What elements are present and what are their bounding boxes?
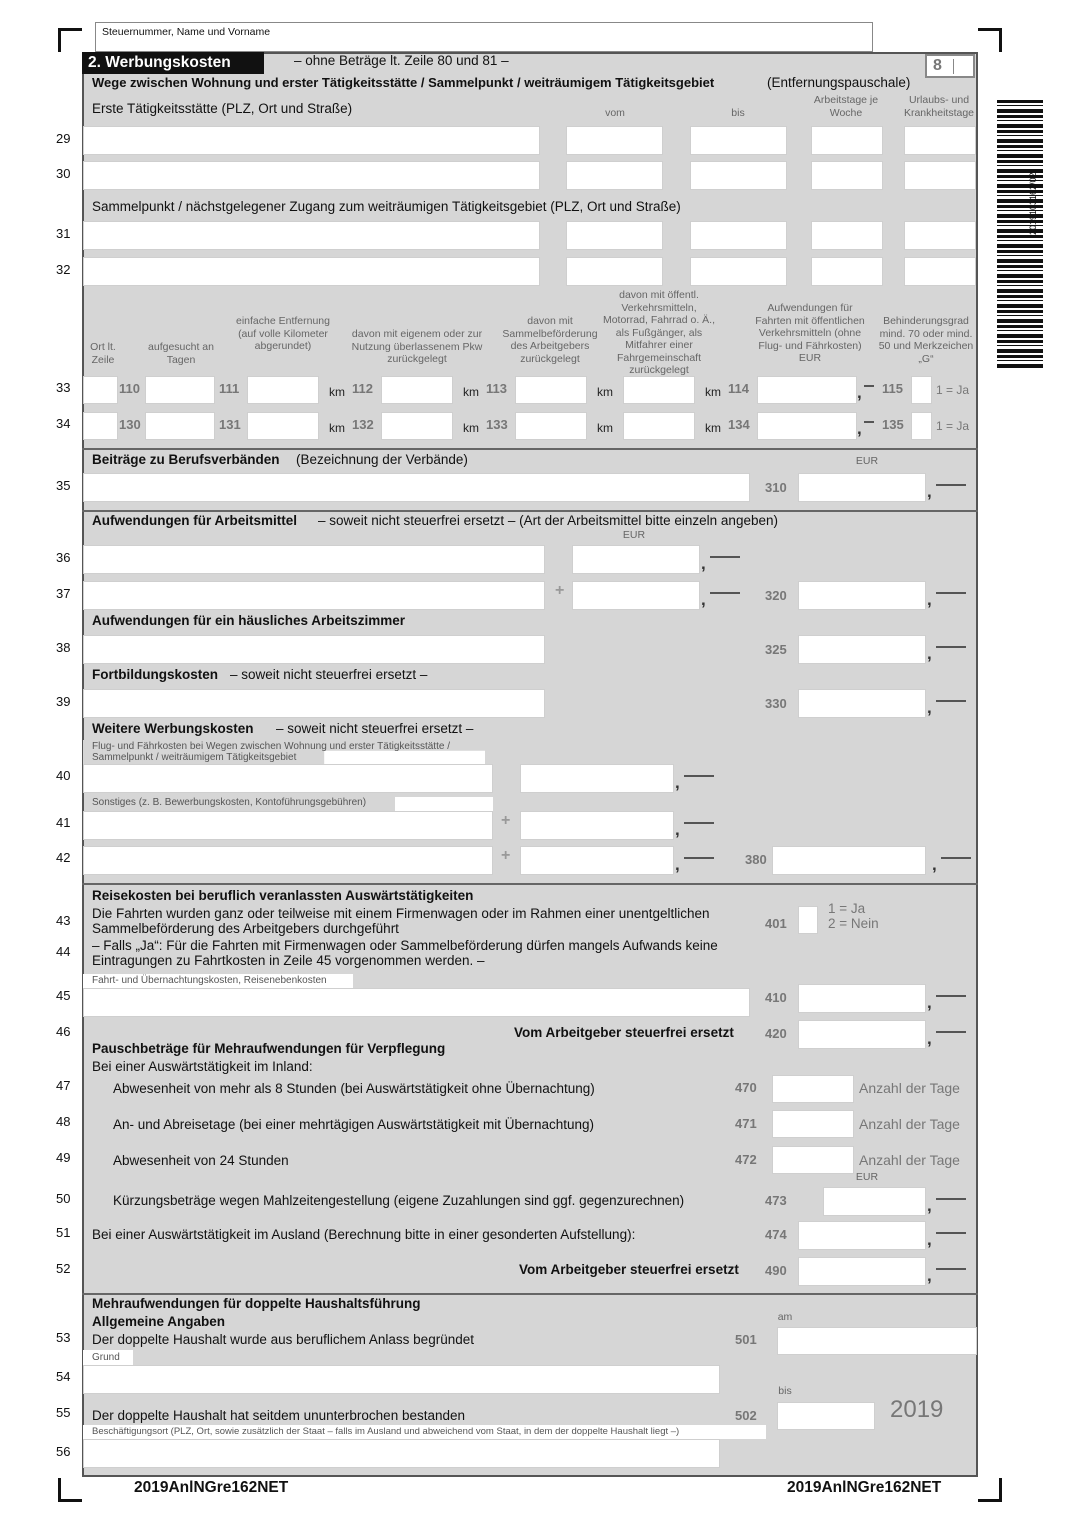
further-expenses-label-rest: – soweit nicht steuerfrei ersetzt – bbox=[276, 721, 474, 736]
decimal-comma: , bbox=[927, 1029, 932, 1048]
cents-dash bbox=[864, 421, 874, 423]
to-date-30[interactable] bbox=[690, 161, 787, 190]
section-divider bbox=[82, 883, 978, 885]
form-year: 2019 bbox=[890, 1396, 944, 1423]
cents-dash bbox=[936, 1031, 966, 1033]
plus-sign: + bbox=[501, 847, 511, 864]
cents-dash bbox=[936, 1268, 966, 1270]
decimal-comma: , bbox=[675, 820, 680, 839]
code-115: 115 bbox=[882, 381, 903, 396]
line-number: 38 bbox=[56, 640, 71, 655]
unions-label: Beiträge zu Berufsverbänden bbox=[92, 452, 280, 467]
decimal-comma: , bbox=[857, 383, 862, 402]
line-number: 41 bbox=[56, 815, 71, 830]
workdays-32[interactable] bbox=[811, 257, 883, 286]
first-site-label: Erste Tätigkeitsstätte (PLZ, Ort und Straße) bbox=[92, 101, 353, 116]
line-number: 42 bbox=[56, 850, 71, 865]
reason-field[interactable] bbox=[83, 1365, 720, 1394]
section-divider bbox=[82, 448, 978, 450]
section-subtitle: – ohne Beträge lt. Zeile 80 und 81 – bbox=[294, 53, 509, 68]
cents-dash bbox=[864, 385, 874, 387]
vacation-days-30[interactable] bbox=[904, 161, 976, 190]
code-310: 310 bbox=[765, 480, 787, 495]
oepnv-eur-33[interactable] bbox=[757, 376, 857, 404]
to-date-29[interactable] bbox=[690, 126, 787, 155]
work-equipment-label: Aufwendungen für Arbeitsmittel bbox=[92, 513, 297, 528]
decimal-comma: , bbox=[927, 1196, 932, 1215]
from-date-30[interactable] bbox=[566, 161, 663, 190]
flight-costs-description[interactable] bbox=[83, 764, 493, 793]
meal-deduction-amount[interactable] bbox=[823, 1187, 926, 1216]
line-number: 54 bbox=[56, 1369, 71, 1384]
col-workdays-label: Arbeitstage je Woche bbox=[813, 94, 879, 119]
workdays-29[interactable] bbox=[811, 126, 883, 155]
tage-34[interactable] bbox=[145, 412, 215, 440]
established-label: Der doppelte Haushalt wurde aus beruflichem Anlass begründet bbox=[92, 1332, 474, 1347]
line-number: 50 bbox=[56, 1191, 71, 1206]
meals-travel-days-count[interactable] bbox=[772, 1110, 854, 1138]
cents-dash bbox=[710, 556, 740, 558]
code-474: 474 bbox=[765, 1227, 787, 1242]
option-no: 2 = Nein bbox=[828, 916, 879, 931]
training-amount[interactable] bbox=[798, 689, 926, 718]
assembly-address-32[interactable] bbox=[83, 257, 540, 286]
col-behinderung-label: Behinderungsgrad mind. 70 oder mind. 50 und Merkzeichen „G“ bbox=[878, 315, 974, 365]
cents-dash bbox=[936, 1198, 966, 1200]
double-household-heading: Mehraufwendungen für doppelte Haushaltsführung bbox=[92, 1296, 421, 1311]
travel-reimbursed-label: Vom Arbeitgeber steuerfrei ersetzt bbox=[514, 1025, 734, 1040]
work-equipment-amount-36[interactable] bbox=[572, 545, 700, 574]
line-number: 55 bbox=[56, 1405, 71, 1420]
training-label-rest: – soweit nicht steuerfrei ersetzt – bbox=[230, 667, 428, 682]
yes-option: 1 = Ja bbox=[936, 383, 970, 397]
line-number: 49 bbox=[56, 1150, 71, 1165]
line-number: 56 bbox=[56, 1444, 71, 1459]
reason-hint: Grund bbox=[92, 1352, 120, 1363]
line-number: 34 bbox=[56, 416, 71, 431]
col-to-label: bis bbox=[731, 107, 745, 119]
line-number: 32 bbox=[56, 262, 71, 277]
option-yes: 1 = Ja bbox=[828, 901, 866, 916]
line-number: 43 bbox=[56, 913, 71, 928]
from-date-32[interactable] bbox=[566, 257, 663, 286]
meals-24h-label: Abwesenheit von 24 Stunden bbox=[113, 1153, 289, 1168]
code-130: 130 bbox=[119, 417, 141, 432]
code-132: 132 bbox=[352, 417, 374, 432]
cents-dash bbox=[936, 646, 966, 648]
code-111: 111 bbox=[219, 381, 240, 396]
travel-costs-hint: Fahrt- und Übernachtungskosten, Reisenebenkosten bbox=[92, 975, 327, 986]
company-car-note: – Falls „Ja“: Für die Fahrten mit Firmenwagen oder Sammelbeförderung dürfen mangels Aufwands keine Eintragungen zu Fahrtkosten in Zeile 45 vorgenommen werden. – bbox=[92, 938, 718, 968]
line-number: 36 bbox=[56, 550, 71, 565]
from-date-29[interactable] bbox=[566, 126, 663, 155]
km-unit: km bbox=[329, 421, 345, 435]
line-number: 48 bbox=[56, 1114, 71, 1129]
line-number: 51 bbox=[56, 1225, 71, 1240]
code-501: 501 bbox=[735, 1332, 757, 1347]
assembly-point-label: Sammelpunkt / nächstgelegener Zugang zum weiträumigen Tätigkeitsgebiet (PLZ, Ort und Straße) bbox=[92, 199, 681, 214]
code-113: 113 bbox=[486, 381, 507, 396]
other-hint: Sonstiges (z. B. Bewerbungskosten, Kontoführungsgebühren) bbox=[92, 797, 367, 808]
unions-label-rest: (Bezeichnung der Verbände) bbox=[296, 452, 468, 467]
date-am-label: am bbox=[777, 1311, 793, 1323]
taxpayer-field[interactable] bbox=[95, 22, 873, 52]
to-date-32[interactable] bbox=[690, 257, 787, 286]
meals-domestic-label: Bei einer Auswärtstätigkeit im Inland: bbox=[92, 1059, 313, 1074]
first-site-address-30[interactable] bbox=[83, 161, 540, 190]
decimal-comma: , bbox=[927, 482, 932, 501]
cents-dash bbox=[936, 1232, 966, 1234]
other-costs-amount-41[interactable] bbox=[520, 811, 674, 840]
km-unit: km bbox=[463, 421, 479, 435]
eur-label: EUR bbox=[855, 1171, 879, 1183]
home-office-amount[interactable] bbox=[798, 635, 926, 664]
km-unit: km bbox=[597, 421, 613, 435]
section-title-text: 2. Werbungskosten bbox=[88, 54, 231, 71]
cents-dash bbox=[684, 857, 714, 859]
days-count-label: Anzahl der Tage bbox=[859, 1152, 960, 1168]
work-equipment-item-36[interactable] bbox=[83, 545, 545, 574]
workplace-field[interactable] bbox=[83, 1439, 720, 1468]
code-320: 320 bbox=[765, 588, 787, 603]
decimal-comma: , bbox=[927, 698, 932, 717]
unions-amount[interactable] bbox=[798, 473, 926, 502]
continued-label: Der doppelte Haushalt hat seitdem ununterbrochen bestanden bbox=[92, 1408, 466, 1423]
to-date-31[interactable] bbox=[690, 221, 787, 250]
travel-costs-amount[interactable] bbox=[798, 984, 926, 1013]
disability-34[interactable] bbox=[911, 412, 932, 440]
corner-mark-bottom-left bbox=[58, 1478, 82, 1502]
flight-costs-amount[interactable] bbox=[520, 764, 674, 793]
cents-dash bbox=[936, 592, 966, 594]
cents-dash bbox=[941, 857, 971, 859]
decimal-comma: , bbox=[675, 855, 680, 874]
code-420: 420 bbox=[765, 1026, 787, 1041]
days-count-label: Anzahl der Tage bbox=[859, 1116, 960, 1132]
eur-label: EUR bbox=[855, 455, 879, 467]
col-oepnv-label: davon mit öffentl. Verkehrsmitteln, Motorrad, Fahrrad o. Ä., als Fußgänger, als Mitfahrer einer Fahrgemeinschaft zurückgelegt bbox=[602, 289, 716, 376]
sammel-km-34[interactable] bbox=[515, 412, 587, 440]
from-date-31[interactable] bbox=[566, 221, 663, 250]
corner-mark-top-left bbox=[58, 28, 82, 52]
code-410: 410 bbox=[765, 990, 787, 1005]
km-unit: km bbox=[705, 421, 721, 435]
col-pkw-label: davon mit eigenem oder zur Nutzung überlassenem Pkw zurückgelegt bbox=[351, 328, 483, 365]
col-vacation-label: Urlaubs- und Krankheitstage bbox=[903, 94, 975, 119]
barcode bbox=[997, 100, 1043, 370]
travel-heading: Reisekosten bei beruflich veranlassten Auswärtstätigkeiten bbox=[92, 888, 474, 903]
ort-34[interactable] bbox=[83, 412, 118, 440]
pkw-km-34[interactable] bbox=[381, 412, 453, 440]
unions-description[interactable] bbox=[83, 473, 750, 502]
sammel-km-33[interactable] bbox=[515, 376, 587, 404]
code-134: 134 bbox=[728, 417, 750, 432]
decimal-comma: , bbox=[701, 590, 706, 609]
cents-dash bbox=[936, 995, 966, 997]
code-380: 380 bbox=[745, 852, 767, 867]
workplace-hint: Beschäftigungsort (PLZ, Ort, sowie zusätzlich der Staat – falls im Ausland und abweichend vom Staat, in dem der doppelte Haushalt liegt –) bbox=[92, 1426, 680, 1437]
code-470: 470 bbox=[735, 1080, 757, 1095]
meals-abroad-amount[interactable] bbox=[798, 1221, 926, 1250]
line-number: 44 bbox=[56, 944, 71, 959]
meals-over-8h-label: Abwesenheit von mehr als 8 Stunden (bei Auswärtstätigkeit ohne Übernachtung) bbox=[113, 1081, 595, 1096]
oepnv-km-34[interactable] bbox=[623, 412, 695, 440]
section-title bbox=[82, 52, 264, 74]
oepnv-eur-34[interactable] bbox=[757, 412, 857, 440]
line-number: 30 bbox=[56, 166, 71, 181]
line-number: 33 bbox=[56, 380, 71, 395]
code-490: 490 bbox=[765, 1263, 787, 1278]
decimal-comma: , bbox=[927, 590, 932, 609]
code-471: 471 bbox=[735, 1116, 757, 1131]
training-label: Fortbildungskosten bbox=[92, 667, 218, 682]
code-110: 110 bbox=[119, 381, 140, 396]
entfernung-34[interactable] bbox=[247, 412, 319, 440]
further-expenses-label: Weitere Werbungskosten bbox=[92, 721, 254, 736]
vacation-days-32[interactable] bbox=[904, 257, 976, 286]
decimal-comma: , bbox=[927, 1266, 932, 1285]
decimal-comma: , bbox=[675, 773, 680, 792]
line-number: 37 bbox=[56, 586, 71, 601]
meals-over-8h-days[interactable] bbox=[772, 1075, 854, 1103]
workdays-30[interactable] bbox=[811, 161, 883, 190]
line-number: 47 bbox=[56, 1078, 71, 1093]
section-divider bbox=[82, 1293, 978, 1295]
code-112: 112 bbox=[352, 381, 373, 396]
cents-dash bbox=[684, 775, 714, 777]
entfernung-33[interactable] bbox=[247, 376, 319, 404]
code-473: 473 bbox=[765, 1193, 787, 1208]
work-equipment-item-37[interactable] bbox=[83, 581, 545, 610]
line-number: 46 bbox=[56, 1024, 71, 1039]
line-number: 45 bbox=[56, 988, 71, 1003]
work-equipment-amount-37[interactable] bbox=[572, 581, 700, 610]
flight-hint: Flug- und Fährkosten bei Wegen zwischen Wohnung und erster Tätigkeitsstätte / Sammelpunkt / weiträumigem Tätigkeitsgebiet bbox=[92, 741, 450, 763]
plus-sign: + bbox=[555, 582, 565, 599]
meals-abroad-label: Bei einer Auswärtstätigkeit im Ausland (Berechnung bitte in einer gesonderten Aufstellung): bbox=[92, 1227, 636, 1242]
col-sammel-label: davon mit Sammelbeförderung des Arbeitgebers zurückgelegt bbox=[502, 315, 598, 365]
meals-reimbursed-label: Vom Arbeitgeber steuerfrei ersetzt bbox=[519, 1262, 739, 1277]
code-502: 502 bbox=[735, 1408, 757, 1423]
first-site-address-29[interactable] bbox=[83, 126, 540, 155]
further-expenses-total[interactable] bbox=[772, 846, 926, 875]
vacation-days-29[interactable] bbox=[904, 126, 976, 155]
vacation-days-31[interactable] bbox=[904, 221, 976, 250]
km-unit: km bbox=[705, 385, 721, 399]
plus-sign: + bbox=[501, 812, 511, 829]
yes-option: 1 = Ja bbox=[936, 419, 970, 433]
eur-label: EUR bbox=[622, 529, 646, 541]
km-unit: km bbox=[597, 385, 613, 399]
other-costs-amount-42[interactable] bbox=[520, 846, 674, 875]
page-number: 8 bbox=[933, 57, 942, 74]
corner-mark-bottom-right bbox=[978, 1478, 1002, 1502]
travel-reimbursed-amount[interactable] bbox=[798, 1020, 926, 1049]
meals-reimbursed-amount[interactable] bbox=[798, 1257, 926, 1286]
code-330: 330 bbox=[765, 696, 787, 711]
tage-33[interactable] bbox=[145, 376, 215, 404]
col-entfernung-label: einfache Entfernung (auf volle Kilometer abgerundet) bbox=[236, 315, 330, 352]
col-ort-label: Ort lt. Zeile bbox=[90, 341, 116, 366]
cents-dash bbox=[936, 700, 966, 702]
line-number: 31 bbox=[56, 226, 71, 241]
code-133: 133 bbox=[486, 417, 508, 432]
line-number: 29 bbox=[56, 131, 71, 146]
travel-costs-description[interactable] bbox=[83, 988, 750, 1017]
line-number: 39 bbox=[56, 694, 71, 709]
company-car-answer[interactable] bbox=[798, 906, 818, 934]
pkw-km-33[interactable] bbox=[381, 376, 453, 404]
company-car-question: Die Fahrten wurden ganz oder teilweise mit einem Firmenwagen oder im Rahmen einer unentgeltlichen Sammelbeförderung des Arbeitgebers durchgeführt bbox=[92, 906, 710, 936]
meals-heading: Pauschbeträge für Mehraufwendungen für Verpflegung bbox=[92, 1041, 446, 1056]
continued-date[interactable] bbox=[777, 1402, 875, 1430]
oepnv-km-33[interactable] bbox=[623, 376, 695, 404]
cents-dash bbox=[936, 484, 966, 486]
decimal-comma: , bbox=[701, 554, 706, 573]
assembly-address-31[interactable] bbox=[83, 221, 540, 250]
km-unit: km bbox=[463, 385, 479, 399]
col-aufwendungen-label: Aufwendungen für Fahrten mit öffentlichen Verkehrsmitteln (ohne Flug- und Fährkosten) EUR bbox=[755, 302, 865, 364]
km-unit: km bbox=[329, 385, 345, 399]
other-costs-description-41[interactable] bbox=[83, 811, 493, 840]
line-number: 53 bbox=[56, 1330, 71, 1345]
form-id-right: 2019AnlNGre162NET bbox=[787, 1479, 942, 1496]
corner-mark-top-right bbox=[978, 28, 1002, 52]
work-equipment-label-rest: – soweit nicht steuerfrei ersetzt – (Art der Arbeitsmittel bitte einzeln angeben) bbox=[318, 513, 778, 528]
commute-heading: Wege zwischen Wohnung und erster Tätigkeitsstätte / Sammelpunkt / weiträumigem Tätigkeitsgebiet bbox=[92, 75, 715, 90]
ort-33[interactable] bbox=[83, 376, 118, 404]
workdays-31[interactable] bbox=[811, 221, 883, 250]
other-costs-description-42[interactable] bbox=[83, 846, 493, 875]
meals-24h-days[interactable] bbox=[772, 1146, 854, 1174]
line-number: 40 bbox=[56, 768, 71, 783]
meals-travel-days-label: An- und Abreisetage (bei einer mehrtägigen Auswärtstätigkeit mit Übernachtung) bbox=[113, 1117, 595, 1132]
training-description[interactable] bbox=[83, 689, 545, 718]
line-number: 35 bbox=[56, 478, 71, 493]
commute-heading-suffix: (Entfernungspauschale) bbox=[767, 75, 911, 90]
line-number: 52 bbox=[56, 1261, 71, 1276]
established-date[interactable] bbox=[777, 1327, 977, 1355]
section-divider bbox=[82, 510, 978, 512]
disability-33[interactable] bbox=[911, 376, 932, 404]
cents-dash bbox=[684, 822, 714, 824]
taxpayer-label: Steuernummer, Name und Vorname bbox=[102, 26, 271, 38]
home-office-description[interactable] bbox=[83, 635, 545, 664]
meal-deduction-label: Kürzungsbeträge wegen Mahlzeitengestellung (eigene Zuzahlungen sind ggf. gegenzurechnen) bbox=[113, 1193, 685, 1208]
page-number-box bbox=[925, 54, 975, 78]
decimal-comma: , bbox=[932, 855, 937, 874]
date-bis-label: bis bbox=[778, 1385, 792, 1397]
barcode-text: 2019103162/02 bbox=[1028, 172, 1038, 235]
col-tage-label: aufgesucht an Tagen bbox=[148, 341, 214, 366]
general-info-label: Allgemeine Angaben bbox=[92, 1314, 226, 1329]
code-135: 135 bbox=[882, 417, 904, 432]
code-472: 472 bbox=[735, 1152, 757, 1167]
cents-dash bbox=[710, 592, 740, 594]
code-401: 401 bbox=[765, 916, 787, 931]
code-114: 114 bbox=[728, 381, 749, 396]
decimal-comma: , bbox=[927, 644, 932, 663]
work-equipment-total[interactable] bbox=[798, 581, 926, 610]
days-count-label: Anzahl der Tage bbox=[859, 1080, 960, 1096]
code-131: 131 bbox=[219, 417, 241, 432]
form-id-left: 2019AnlNGre162NET bbox=[134, 1479, 289, 1496]
home-office-label: Aufwendungen für ein häusliches Arbeitszimmer bbox=[92, 613, 406, 628]
decimal-comma: , bbox=[857, 419, 862, 438]
decimal-comma: , bbox=[927, 1230, 932, 1249]
decimal-comma: , bbox=[927, 993, 932, 1012]
code-325: 325 bbox=[765, 642, 787, 657]
col-from-label: vom bbox=[605, 107, 625, 119]
